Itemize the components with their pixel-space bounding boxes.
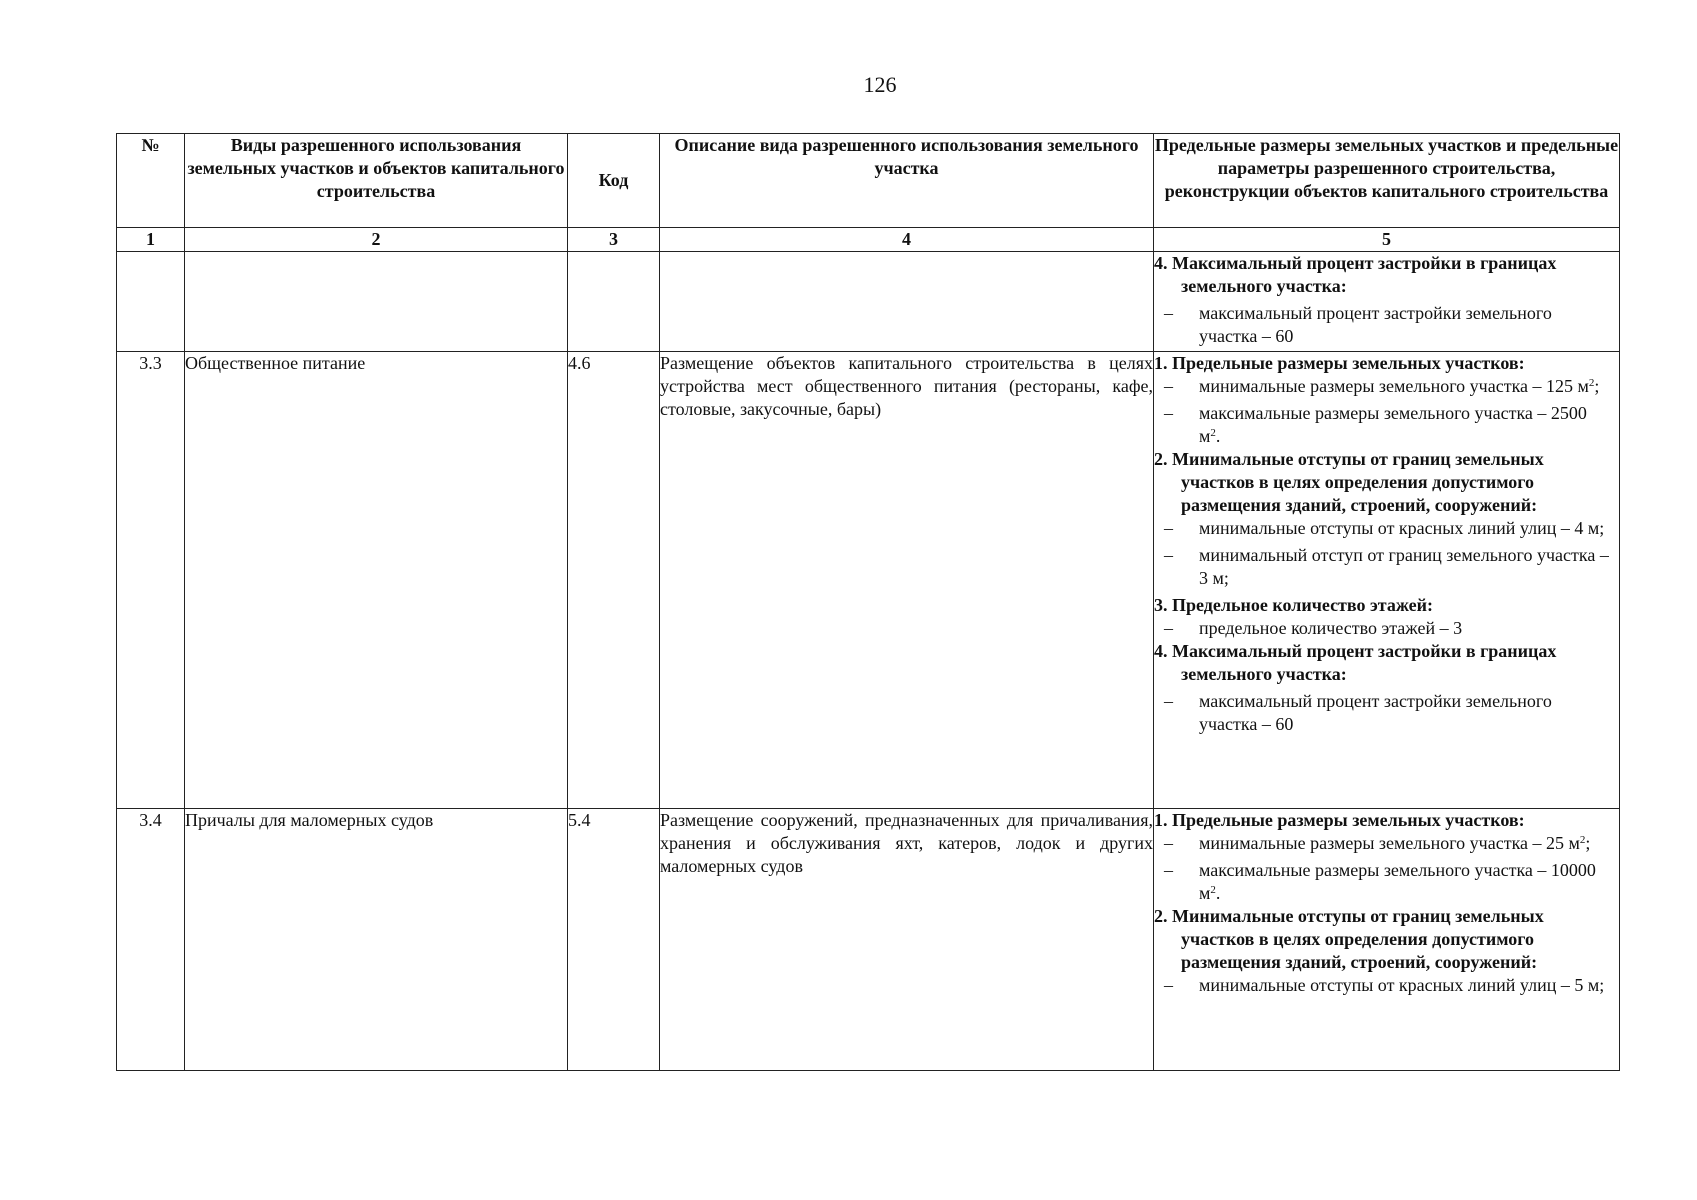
params-cell bbox=[1154, 352, 1620, 809]
header-params: Предельные размеры земельных участков и предельные параметры разрешенного строительства, реконструкции объектов капитального строительства bbox=[1154, 134, 1620, 228]
use-description: Размещение сооружений, предназначенных для причаливания, хранения и обслуживания яхт, катеров, лодок и других маломерных судов bbox=[660, 809, 1154, 1071]
params-cell bbox=[1154, 252, 1620, 352]
list-item: – минимальные размеры земельного участка – 25 $м^2$; bbox=[1164, 833, 1591, 853]
regulations-table bbox=[116, 133, 1620, 1071]
section-title: 2. Минимальные отступы от границ земельных участков в целях определения допустимого размещения зданий, строений, сооружений: bbox=[1154, 906, 1544, 972]
table-row-3-4 bbox=[117, 809, 1620, 1071]
column-number-row bbox=[117, 228, 1620, 252]
page-number: 126 bbox=[863, 72, 897, 97]
list-item: – максимальные размеры земельного участка – 10000 $м^2$. bbox=[1164, 860, 1596, 903]
table-row-3-3 bbox=[117, 352, 1620, 809]
col-number-1: 1 bbox=[117, 228, 185, 252]
use-description: Размещение объектов капитального строительства в целях устройства мест общественного питания (рестораны, кафе, столовые, закусочные, бары) bbox=[660, 352, 1154, 809]
use-code: 4.6 bbox=[568, 352, 660, 809]
col-number-2: 2 bbox=[185, 228, 568, 252]
list-item: – максимальный процент застройки земельного участка – 60 bbox=[1164, 303, 1552, 346]
section-title: 2. Минимальные отступы от границ земельных участков в целях определения допустимого размещения зданий, строений, сооружений: bbox=[1154, 449, 1544, 515]
section-title: 1. Предельные размеры земельных участков: bbox=[1154, 353, 1525, 373]
col-number-4: 4 bbox=[660, 228, 1154, 252]
list-item: – минимальные отступы от красных линий улиц – 5 м; bbox=[1164, 975, 1605, 995]
table-row-continuation bbox=[117, 252, 1620, 352]
header-row bbox=[117, 134, 1620, 228]
list-item: – предельное количество этажей – 3 bbox=[1164, 618, 1463, 638]
section-title: 4. Максимальный процент застройки в границах земельного участка: bbox=[1154, 253, 1557, 296]
list-item: – минимальные размеры земельного участка – 125 $м^2$; bbox=[1164, 376, 1600, 396]
list-item: – максимальный процент застройки земельного участка – 60 bbox=[1164, 691, 1552, 734]
use-kind: Общественное питание bbox=[185, 352, 568, 809]
header-kind: Виды разрешенного использования земельных участков и объектов капитального строительства bbox=[185, 134, 568, 228]
list-item: – минимальные отступы от красных линий улиц – 4 м; bbox=[1164, 518, 1605, 538]
use-kind: Причалы для маломерных судов bbox=[185, 809, 568, 1071]
section-title: 4. Максимальный процент застройки в границах земельного участка: bbox=[1154, 641, 1557, 684]
row-number: 3.4 bbox=[117, 809, 185, 1071]
col-number-3: 3 bbox=[568, 228, 660, 252]
list-item: – минимальный отступ от границ земельного участка – 3 м; bbox=[1164, 545, 1609, 588]
header-num: № bbox=[117, 134, 185, 228]
row-number: 3.3 bbox=[117, 352, 185, 809]
section-title: 1. Предельные размеры земельных участков: bbox=[1154, 810, 1525, 830]
section-title: 3. Предельное количество этажей: bbox=[1154, 595, 1433, 615]
use-code: 5.4 bbox=[568, 809, 660, 1071]
col-number-5: 5 bbox=[1154, 228, 1620, 252]
list-item: – максимальные размеры земельного участка – 2500 $м^2$. bbox=[1164, 403, 1587, 446]
params-cell bbox=[1154, 809, 1620, 1071]
header-code: Код bbox=[568, 134, 660, 228]
header-desc: Описание вида разрешенного использования земельного участка bbox=[660, 134, 1154, 228]
